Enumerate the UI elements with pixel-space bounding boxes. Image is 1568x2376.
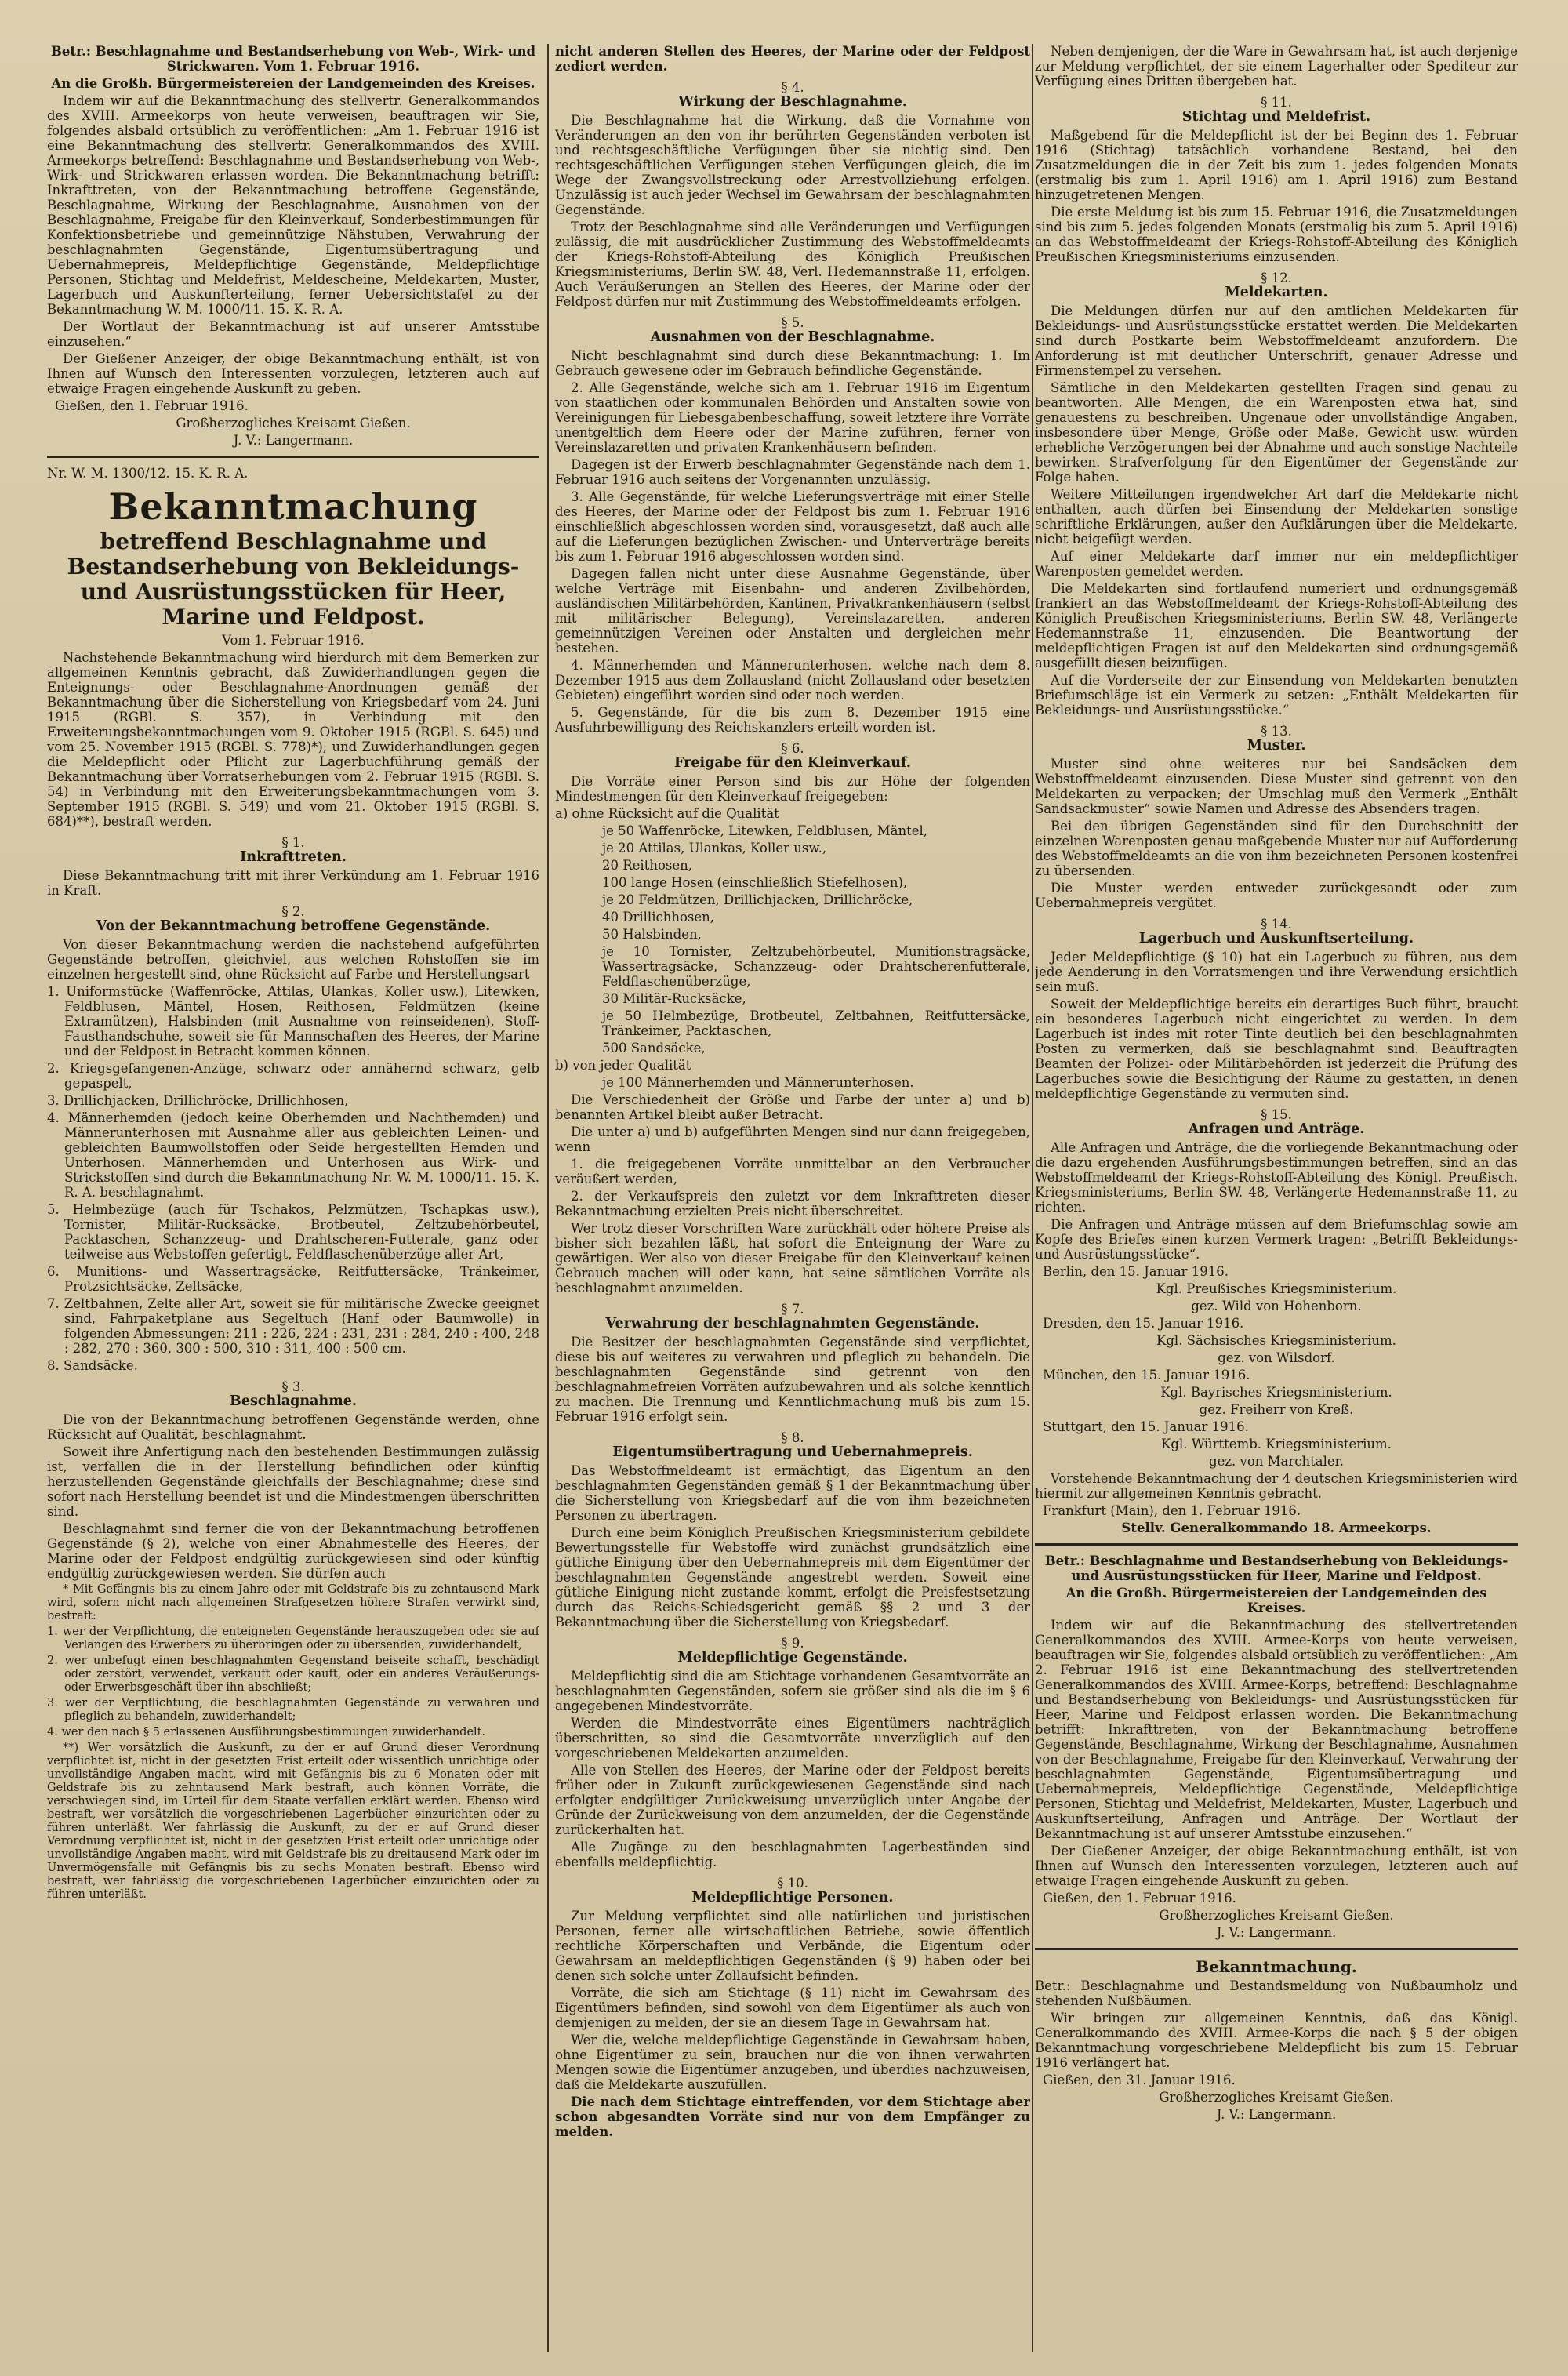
list-item: je 50 Helmbezüge, Brotbeutel, Zeltbahnen, Reitfuttersäcke, Tränkeimer, Packtaschen,	[602, 1008, 1030, 1038]
section-number: § 14.	[1261, 917, 1292, 932]
signature-office: Kgl. Sächsisches Kriegsministerium.	[1156, 1333, 1396, 1348]
section-text: Meldepflichtig sind die am Stichtage vorhandenen Gesamtvorräte an beschlagnahmten Gegenständen, sofern sie größer sind als die im § 6 angegebenen Mindestvorräte.	[555, 1669, 1030, 1713]
section-text: Die Muster werden entweder zurückgesandt oder zum Uebernahmepreis vergütet.	[1035, 881, 1518, 910]
list-item: 30 Militär-Rucksäcke,	[602, 991, 746, 1006]
divider	[1035, 1948, 1518, 1950]
section-text: 1. die freigegebenen Vorräte unmittelbar an den Verbraucher veräußert werden,	[555, 1157, 1030, 1186]
notice-recipient: An die Großh. Bürgermeistereien der Landgemeinden des Kreises.	[1065, 1586, 1487, 1615]
signature-office: Kgl. Württemb. Kriegsministerium.	[1161, 1437, 1392, 1451]
footnote: **) Wer vorsätzlich die Auskunft, zu der er auf Grund dieser Verordnung verpflichtet ist, nicht in der gesetzten Frist erteilt oder wissentlich unrichtige oder unvollständige Angaben macht, wird mit Gefängnis bis zu 6 Monaten oder mit Geldstrafe bis zu zehntausend Mark bestraft, auch können Vorräte, die verschwiegen sind, im Urteil für dem Staate verfallen erklärt werden. Ebenso wird bestraft, wer vorsätzlich die vorgeschriebenen Lagerbücher einzurichten oder zu führen unterläßt. Wer fahrlässig die Auskunft, zu der er auf Grund dieser Verordnung verpflichtet ist, nicht in der gesetzten Frist erteilt oder unrichtige oder unvollständige Angaben macht, wird mit Geldstrafe bis zu dreitausend Mark oder im Unvermögensfalle mit Gefängnis bis zu sechs Monaten bestraft. Ebenso wird bestraft, wer fahrlässig die vorgeschriebenen Lagerbücher einzurichten oder zu führen unterläßt.	[47, 1742, 539, 1901]
list-item: 5. Helmbezüge (auch für Tschakos, Pelzmützen, Tschapkas usw.), Tornister, Militär-Rucksäcke, Brotbeutel, Zeltzubehörbeutel, Packtaschen, Schanzzeug- und Drahtscheren-Futterale, ganz oder teilweise aus Webstoffen gefertigt, Feldflaschenüberzüge aller Art,	[47, 1202, 539, 1262]
section-title: Meldepflichtige Personen.	[691, 1890, 894, 1906]
column-1	[47, 44, 539, 2352]
section-title: Verwahrung der beschlagnahmten Gegenstände.	[605, 1316, 980, 1332]
intro-paragraph: Der Wortlaut der Bekanntmachung ist auf unserer Amtsstube einzusehen.“	[47, 319, 539, 349]
list-item: 4. Männerhemden (jedoch keine Oberhemden und Nachthemden) und Männerunterhosen mit Ausnahme aller aus gebleichten Leinen- und gebleichten Baumwollstoffen oder Seide hergestellten Hemden und Unterhosen. Männerhemden und Unterhosen aus Wirk- und Strickstoffen sind durch die Bekanntmachung Nr. W. M. 1000/11. 15. K. R. A. beschlagnahmt.	[47, 1110, 539, 1200]
section-text: Die erste Meldung ist bis zum 15. Februar 1916, die Zusatzmeldungen sind bis zum 5. jedes folgenden Monats (erstmalig bis zum 5. April 1916) an das Webstoffmeldeamt der Kriegs-Rohstoff-Abteilung des Königlich Preußischen Kriegsministeriums einzusenden.	[1035, 205, 1518, 264]
lead-paragraph: Nachstehende Bekanntmachung wird hierdurch mit dem Bemerken zur allgemeinen Kenntnis gebracht, daß Zuwiderhandlungen gegen die Enteignungs- oder Beschlagnahme-Anordnungen gemäß der Bekanntmachung über die Sicherstellung von Kriegsbedarf vom 24. Juni 1915 (RGBl. S. 357), in Verbindung mit den Erweiterungsbekanntmachungen vom 9. Oktober 1915 (RGBl. S. 645) und vom 25. November 1915 (RGBl. S. 778)*), und Zuwiderhandlungen gegen die Meldepflicht oder Pflicht zur Lagerbuchführung gemäß der Bekanntmachung über Vorratserhebungen vom 2. Februar 1915 (RGBl. S. 54) in Verbindung mit den Erweiterungsbekanntmachungen vom 3. September 1915 (RGBl. S. 549) und vom 21. Oktober 1915 (RGBl. S. 684)**), bestraft werden.	[47, 650, 539, 829]
list-item: 6. Munitions- und Wassertragsäcke, Reitfuttersäcke, Tränkeimer, Protzsichtsäcke, Zeltsäcke,	[47, 1264, 539, 1294]
section-title: Stichtag und Meldefrist.	[1181, 109, 1371, 125]
list-item: je 10 Tornister, Zeltzubehörbeutel, Munitionstragsäcke, Wassertragsäcke, Schanzzeug- oder Drahtscherenfutterale, Feldflaschenüberzüge,	[602, 944, 1030, 989]
intro-recipient: An die Großh. Bürgermeistereien der Landgemeinden des Kreises.	[51, 76, 535, 91]
divider	[47, 456, 539, 458]
section-text: Muster sind ohne weiteres nur bei Sandsäcken dem Webstoffmeldeamt einzusenden. Diese Muster sind getrennt von den Meldekarten zu verpacken; der Umschlag muß den Vermerk „Enthält Sandsackmuster“ sowie Namen und Adresse des Absenders tragen.	[1035, 757, 1518, 816]
notice-date: Gießen, den 1. Februar 1916.	[1043, 1891, 1236, 1906]
section-text: Die Verschiedenheit der Größe und Farbe der unter a) und b) benannten Artikel bleibt außer Betracht.	[555, 1092, 1030, 1122]
notice-paragraph: Der Gießener Anzeiger, der obige Bekanntmachung enthält, ist von Ihnen auf Wunsch den Interessenten vorzulegen, letzteren auch auf etwaige Fragen eingehende Auskunft zu geben.	[1035, 1844, 1518, 1888]
notice-signature: J. V.: Langermann.	[1216, 1925, 1337, 1940]
footnote-item: 3. wer der Verpflichtung, die beschlagnahmten Gegenstände zu verwahren und pfleglich zu behandeln, zuwiderhandelt;	[47, 1697, 539, 1723]
section-number: § 10.	[777, 1876, 808, 1891]
section-text: Alle von Stellen des Heeres, der Marine oder der Feldpost bereits früher oder in Zukunft zurückgewiesenen Gegenstände sind nach erfolgter endgültiger Zurückweisung unverzüglich unter Angabe der Gründe der Zurückweisung von dem anzumelden, der die Gegenstände zurückerhalten hat.	[555, 1763, 1030, 1837]
list-item: je 100 Männerhemden und Männerunterhosen.	[602, 1075, 914, 1090]
section-number: § 1.	[281, 835, 305, 850]
intro-title: Betr.: Beschlagnahme und Bestandserhebung von Web-, Wirk- und Strickwaren. Vom 1. Februar 1916.	[50, 44, 536, 74]
section-text: 2. Alle Gegenstände, welche sich am 1. Februar 1916 im Eigentum von staatlichen oder kommunalen Behörden und Anstalten sowie von Vereinigungen für Liebesgabenbeschaffung, soweit letztere ihre Vorräte unentgeltlich dem Heere oder der Marine zuführen, ferner von Vereinslazaretten und privaten Krankenhäusern befinden.	[555, 380, 1030, 455]
section-number: § 9.	[781, 1636, 804, 1651]
notice-office: Großherzogliches Kreisamt Gießen.	[1159, 2090, 1394, 2105]
list-item: 20 Reithosen,	[602, 858, 693, 873]
section-text: Die Beschlagnahme hat die Wirkung, daß die Vornahme von Veränderungen an den von ihr berührten Gegenständen verboten ist und rechtsgeschäftliche Verfügungen über sie nichtig sind. Den rechtsgeschäftlichen Verfügungen stehen Verfügungen gleich, die im Wege der Zwangsvollstreckung oder Arrestvollziehung erfolgen. Unzulässig ist auch jeder Wechsel im Gewahrsam der beschlagnahmten Gegenstände.	[555, 113, 1030, 217]
signature-name: gez. Wild von Hohenborn.	[1191, 1299, 1362, 1313]
section-text: Auf einer Meldekarte darf immer nur ein meldepflichtiger Warenposten gemeldet werden.	[1035, 549, 1518, 579]
section-text: Alle Zugänge zu den beschlagnahmten Lagerbeständen sind ebenfalls meldepflichtig.	[555, 1840, 1030, 1869]
section-text: Nicht beschlagnahmt sind durch diese Bekanntmachung: 1. Im Gebrauch gewesene oder im Gebrauch befindliche Gegenstände.	[555, 348, 1030, 378]
section-text: Dagegen ist der Erwerb beschlagnahmter Gegenstände nach dem 1. Februar 1916 auch seitens der Vorgenannten unzulässig.	[555, 457, 1030, 487]
notice-paragraph: Indem wir auf die Bekanntmachung des stellvertretenden Generalkommandos des XVIII. Armee-Korps von heute verweisen, beauftragen wir Sie, folgendes alsbald ortsüblich zu veröffentlichen: „Am 2. Februar 1916 ist eine Bekanntmachung des stellvertretenden Generalkommandos des XVIII. Armee-Korps, betreffend: Beschlagnahme und Bestandserhebung von Bekleidungs- und Ausrüstungsstücken für Heer, Marine und Feldpost erlassen worden. Die Bekanntmachung betrifft: Inkrafttreten, von der Bekanntmachung betroffene Gegenstände, Beschlagnahme, Wirkung der Beschlagnahme, Ausnahmen von der Beschlagnahme, Freigabe für den Kleinverkauf, Verwahrung der beschlagnahmten Gegenstände, Eigentumsübertragung und Uebernahmepreis, Meldepflichtige Gegenstände, Meldepflichtige Personen, Stichtag und Meldefrist, Meldekarten, Muster, Lagerbuch und Auskunftserteilung, Anfragen und Anträge. Der Wortlaut der Bekanntmachung ist auf unserer Amtsstube einzusehen.“	[1035, 1618, 1518, 1841]
footnote-item: 2. wer unbefugt einen beschlagnahmten Gegenstand beiseite schafft, beschädigt oder zerstört, verwendet, verkauft oder kauft, oder ein anderes Veräußerungs- oder Erwerbsgeschäft über ihn abschließt;	[47, 1655, 539, 1694]
signature-date: Stuttgart, den 15. Januar 1916.	[1043, 1419, 1249, 1434]
section-title: Inkrafttreten.	[240, 849, 347, 865]
section-number: § 5.	[781, 315, 804, 330]
section-text: Alle Anfragen und Anträge, die die vorliegende Bekanntmachung oder die dazu ergehenden Ausführungsbestimmungen betreffen, sind an das Webstoffmeldeamt der Kriegs-Rohstoff-Abteilung des Königl. Preußisch. Kriegsministeriums, Berlin SW. 48, Verlängerte Hedemannstraße 11, zu richten.	[1035, 1140, 1518, 1215]
list-heading: a) ohne Rücksicht auf die Qualität	[555, 806, 779, 821]
section-title: Lagerbuch und Auskunftserteilung.	[1138, 931, 1414, 946]
divider	[1035, 1543, 1518, 1546]
section-title: Anfragen und Anträge.	[1188, 1121, 1365, 1137]
main-date: Vom 1. Februar 1916.	[222, 633, 365, 648]
signature-name: gez. von Wilsdorf.	[1218, 1350, 1335, 1365]
section-text: Die von der Bekanntmachung betroffenen Gegenstände werden, ohne Rücksicht auf Qualität, beschlagnahmt.	[47, 1412, 539, 1442]
section-text: Das Webstoffmeldeamt ist ermächtigt, das Eigentum an den beschlagnahmten Gegenständen gemäß § 1 der Bekanntmachung über die Sicherstellung von Kriegsbedarf auf die von ihm bezeichneten Personen zu übertragen.	[555, 1463, 1030, 1523]
section-title: Muster.	[1247, 738, 1306, 754]
notice-office: Großherzogliches Kreisamt Gießen.	[1159, 1908, 1394, 1923]
list-item: 100 lange Hosen (einschließlich Stiefelhosen),	[602, 875, 908, 890]
section-text: 5. Gegenstände, für die bis zum 8. Dezember 1915 eine Ausfuhrbewilligung des Reichskanzlers erteilt worden ist.	[555, 705, 1030, 735]
section-text: Durch eine beim Königlich Preußischen Kriegsministerium gebildete Bewertungsstelle für Webstoffe wird zunächst grundsätzlich eine gütliche Einigung über den Uebernahmepreis mit dem Eigentümer der beschlagnahmten Gegenstände angestrebt werden. Soweit eine gütliche Einigung nicht zustande kommt, erfolgt die Preisfestsetzung durch das Reichs-Schiedsgericht gemäß §§ 2 und 3 der Bekanntmachung über die Sicherstellung von Kriegsbedarf.	[555, 1525, 1030, 1629]
section-number: § 7.	[781, 1302, 804, 1317]
section-text: Die unter a) und b) aufgeführten Mengen sind nur dann freigegeben, wenn	[555, 1124, 1030, 1154]
section-number: § 13.	[1261, 724, 1292, 739]
column-3	[1035, 44, 1518, 2352]
section-title: Meldekarten.	[1225, 285, 1328, 300]
section-text: Zur Meldung verpflichtet sind alle natürlichen und juristischen Personen, ferner alle wirtschaftlichen Betriebe, sowie öffentlich rechtliche Körperschaften und Verbände, die Eigentum oder Gewahrsam an meldepflichtigen Gegenständen (§ 9) haben oder bei denen sich solche unter Zollaufsicht befinden.	[555, 1909, 1030, 1983]
section-text: Trotz der Beschlagnahme sind alle Veränderungen und Verfügungen zulässig, die mit ausdrücklicher Zustimmung des Webstoffmeldeamts der Kriegs-Rohstoff-Abteilung des Königlich Preußischen Kriegsministeriums, Berlin SW. 48, Verl. Hedemannstraße 11, erfolgen. Auch Veräußerungen an Stellen des Heeres, der Marine oder der Feldpost dürfen nur mit Zustimmung des Webstoffmeldeamts erfolgen.	[555, 220, 1030, 309]
section-text: Jeder Meldepflichtige (§ 10) hat ein Lagerbuch zu führen, aus dem jede Aenderung in den Vorratsmengen und ihre Verwendung ersichtlich sein muß.	[1035, 950, 1518, 994]
section-text: 3. Alle Gegenstände, für welche Lieferungsverträge mit einer Stelle des Heeres, der Marine oder der Feldpost bis zum 1. Februar 1916 einschließlich abgeschlossen worden sind, vorausgesetzt, daß auch alle auf die Lieferungen bezüglichen Zwischen- und Unterverträge bereits bis zum 1. Februar 1916 abgeschlossen worden sind.	[555, 489, 1030, 564]
section-text: Soweit der Meldepflichtige bereits ein derartiges Buch führt, braucht ein besonderes Lagerbuch nicht eingerichtet zu werden. In dem Lagerbuch ist indes mit roter Tinte deutlich bei den beschlagnahmten Posten zu vermerken, daß sie beschlagnahmt sind. Beauftragten Beamten der Polizei- oder Militärbehörden ist jederzeit die Prüfung des Lagerbuches sowie die Besichtigung der Räume zu gestatten, in denen meldepflichtige Gegenstände zu vermuten sind.	[1035, 997, 1518, 1101]
list-item: 3. Drillichjacken, Drillichröcke, Drillichhosen,	[47, 1093, 349, 1108]
section-text: Die Besitzer der beschlagnahmten Gegenstände sind verpflichtet, diese bis auf weiteres zu verwahren und pfleglich zu behandeln. Die beschlagnahmten Gegenstände sind getrennt von den beschlagnahmefreien Vorräten aufzubewahren und als solche kenntlich zu machen. Die Trennung und Kenntlichmachung muß bis zum 15. Februar 1916 erfolgt sein.	[555, 1335, 1030, 1424]
section-title: Meldepflichtige Gegenstände.	[677, 1650, 908, 1666]
notice-paragraph: Wir bringen zur allgemeinen Kenntnis, daß das Königl. Generalkommando des XVIII. Armee-Korps die nach § 5 der obigen Bekanntmachung vorgeschriebene Meldepflicht bis zum 15. Februar 1916 verlängert hat.	[1035, 2011, 1518, 2070]
signature-date: München, den 15. Januar 1916.	[1043, 1368, 1250, 1382]
list-item: je 50 Waffenröcke, Litewken, Feldblusen, Mäntel,	[602, 823, 928, 838]
section-number: § 15.	[1261, 1107, 1292, 1122]
main-title: Bekanntmachung	[108, 485, 478, 528]
section-text: Soweit ihre Anfertigung nach den bestehenden Bestimmungen zulässig ist, verfallen die in der Herstellung befindlichen oder künftig herzustellenden Gegenstände gleichfalls der Beschlagnahme; diese sind sofort nach Herstellung beendet ist und die Mindestmengen überschritten sind.	[47, 1444, 539, 1519]
quantity-list	[555, 823, 1030, 1055]
list-item: 40 Drillichhosen,	[602, 910, 714, 925]
notice-date: Gießen, den 31. Januar 1916.	[1043, 2073, 1236, 2087]
list-item: 8. Sandsäcke.	[47, 1358, 138, 1373]
closing-text: Vorstehende Bekanntmachung der 4 deutschen Kriegsministerien wird hiermit zur allgemeinen Kenntnis gebracht.	[1035, 1471, 1518, 1501]
list-item: je 20 Attilas, Ulankas, Koller usw.,	[602, 841, 827, 856]
intro-paragraph: Indem wir auf die Bekanntmachung des stellvertr. Generalkommandos des XVIII. Armeekorps von heute verweisen, beauftragen wir Sie, folgendes alsbald ortsüblich zu veröffentlichen: „Am 1. Februar 1916 ist eine Bekanntmachung des stellvertr. Generalkommandos des XVIII. Armeekorps betreffend: Beschlagnahme und Bestandserhebung von Web-, Wirk- und Strickwaren erlassen worden. Die Bekanntmachung betrifft: Inkrafttreten, von der Bekanntmachung betroffene Gegenstände, Beschlagnahme, Wirkung der Beschlagnahme, Ausnahmen von der Beschlagnahme, Freigabe für den Kleinverkauf, Sonderbestimmungen für Konfektionsbetriebe und gemeinnützige Nähstuben, Verwahrung der beschlagnahmten Gegenstände, Eigentumsübertragung und Uebernahmepreis, Meldepflichtige Gegenstände, Meldepflichtige Personen, Stichtag und Meldefrist, Meldescheine, Meldekarten, Muster, Lagerbuch und Auskunfterteilung, ferner Uebersichtstafel zu der Bekanntmachung W. M. 1000/11. 15. K. R. A.	[47, 93, 539, 317]
section-number: § 4.	[781, 80, 804, 95]
list-heading: b) von jeder Qualität	[555, 1058, 691, 1073]
section-text: Diese Bekanntmachung tritt mit ihrer Verkündung am 1. Februar 1916 in Kraft.	[47, 868, 539, 898]
list-item: 2. Kriegsgefangenen-Anzüge, schwarz oder annähernd schwarz, gelb gepaspelt,	[47, 1061, 539, 1091]
column-rule-right	[1032, 44, 1033, 2352]
section-text: Die nach dem Stichtage eintreffenden, vor dem Stichtage aber schon abgesandten Vorräte sind nur von dem Empfänger zu melden.	[555, 2094, 1030, 2139]
section-number: § 11.	[1261, 95, 1292, 110]
section-text: Weitere Mitteilungen irgendwelcher Art darf die Meldekarte nicht enthalten, auch dürfen bei Einsendung der Meldekarten sonstige schriftliche Erklärungen, außer den Aufklärungen über die Meldekarte, nicht beigefügt werden.	[1035, 487, 1518, 547]
notice-heading: Bekanntmachung.	[1196, 1957, 1357, 1976]
section-text: Wer trotz dieser Vorschriften Ware zurückhält oder höhere Preise als bisher sich bezahlen läßt, hat sofort die Enteignung der Ware zu gewärtigen. Wer also von dieser Freigabe für den Kleinverkauf keinen Gebrauch machen will oder kann, hat seine sämtlichen Vorräte als beschlagnahmt anzumelden.	[555, 1221, 1030, 1295]
section-text: Die Vorräte einer Person sind bis zur Höhe der folgenden Mindestmengen für den Kleinverkauf freigegeben:	[555, 774, 1030, 804]
list-item: 1. Uniformstücke (Waffenröcke, Attilas, Ulankas, Koller usw.), Litewken, Feldblusen, Mäntel, Hosen, Reithosen, Feldmützen (keine Extramützen), Halsbinden (mit Ausnahme von reinseidenen), Stoff-Fausthandschuhe, soweit sie für Mannschaften des Heeres, der Marine und der Feldpost in Betracht kommen können.	[47, 984, 539, 1059]
footnote-item: 4. wer den nach § 5 erlassenen Ausführungsbestimmungen zuwiderhandelt.	[47, 1726, 486, 1738]
closing-date: Frankfurt (Main), den 1. Februar 1916.	[1043, 1503, 1301, 1518]
section-text: Maßgebend für die Meldepflicht ist der bei Beginn des 1. Februar 1916 (Stichtag) tatsächlich vorhandene Bestand, bei den Zusatzmeldungen die in der Zeit bis zum 1. jedes folgenden Monats (erstmalig bis zum 1. April 1916) am 1. April 1916) zum Bestand hinzugetretenen Mengen.	[1035, 128, 1518, 202]
footnote-item: 1. wer der Verpflichtung, die enteigneten Gegenstände herauszugeben oder sie auf Verlangen des Erwerbers zu überbringen oder zu übersenden, zuwiderhandelt,	[47, 1626, 539, 1651]
notice-signature: J. V.: Langermann.	[1216, 2107, 1337, 2122]
section-title: Eigentumsübertragung und Uebernahmepreis.	[612, 1444, 973, 1460]
section-text: Dagegen fallen nicht unter diese Ausnahme Gegenstände, über welche Verträge mit Eisenbahn- und anderen Zivilbehörden, ausländischen Militärbehörden, Kantinen, Privatkrankenhäusern (selbst mit militärischer Belegung), Vereinslazaretten, anderen gemeinnützigen Vereinen oder Anstalten und dergleichen mehr bestehen.	[555, 566, 1030, 656]
column-rule-left	[547, 44, 549, 2352]
signature-name: gez. von Marchtaler.	[1209, 1454, 1344, 1469]
footnote: * Mit Gefängnis bis zu einem Jahre oder mit Geldstrafe bis zu zehntausend Mark wird, sofern nicht nach allgemeinen Strafgesetzen höhere Strafen verwirkt sind, bestraft:	[47, 1583, 539, 1622]
section-title: Freigabe für den Kleinverkauf.	[674, 755, 911, 771]
section-text: Sämtliche in den Meldekarten gestellten Fragen sind genau zu beantworten. Alle Mengen, die ein Warenposten etwa hat, sind genauestens zu beschreiben. Ungenaue oder unvollständige Angaben, insbesondere über Menge, Größe oder Maße, Gewicht usw. würden erhebliche Verzögerungen bei der Abnahme und auch sonstige Nachteile bewirken. Strafverfolgung für den Eigentümer der Gegenstände zur Folge haben.	[1035, 380, 1518, 485]
list-item: je 20 Feldmützen, Drillichjacken, Drillichröcke,	[602, 892, 913, 907]
footnotes	[47, 1583, 539, 1902]
signature-date: Dresden, den 15. Januar 1916.	[1043, 1316, 1244, 1331]
intro-signature: J. V.: Langermann.	[233, 433, 354, 448]
section-text: Die Meldungen dürfen nur auf den amtlichen Meldekarten für Bekleidungs- und Ausrüstungsstücke erstattet werden. Die Meldekarten sind durch Postkarte beim Webstoffmeldeamt anzufordern. Die Anforderung ist mit deutlicher Unterschrift, genauer Adresse und Firmenstempel zu versehen.	[1035, 303, 1518, 378]
notice-title: Betr.: Beschlagnahme und Bestandsmeldung von Nußbaumholz und stehenden Nußbäumen.	[1035, 1978, 1518, 2008]
signature-office: Kgl. Bayrisches Kriegsministerium.	[1160, 1385, 1392, 1400]
section-title: Beschlagnahme.	[230, 1393, 357, 1409]
list-item: 50 Halsbinden,	[602, 927, 702, 942]
section-text: Beschlagnahmt sind ferner die von der Bekanntmachung betroffenen Gegenstände (§ 2), welche von einer Abnahmestelle des Heeres, der Marine oder der Feldpost endgültig zurückgewiesen sind oder künftig endgültig zurückgewiesen werden. Sie dürfen auch	[47, 1521, 539, 1581]
intro-paragraph: Der Gießener Anzeiger, der obige Bekanntmachung enthält, ist von Ihnen auf Wunsch den Interessenten vorzulegen, letzteren auch auf etwaige Fragen eingehende Auskunft zu geben.	[47, 351, 539, 396]
section-number: § 12.	[1261, 271, 1292, 285]
column-2	[555, 44, 1030, 2352]
section-title: Von der Bekanntmachung betroffene Gegenstände.	[96, 918, 491, 934]
list-item: 500 Sandsäcke,	[602, 1041, 706, 1055]
section-text: Vorräte, die sich am Stichtage (§ 11) nicht im Gewahrsam des Eigentümers befinden, sind sowohl von dem Eigentümer als auch von demjenigen zu melden, der sie an diesem Tage in Gewahrsam hat.	[555, 1985, 1030, 2030]
section-text: Die Anfragen und Anträge müssen auf dem Briefumschlag sowie am Kopfe des Briefes einen kurzen Vermerk tragen: „Betrifft Bekleidungs- und Ausrüstungsstücke“.	[1035, 1217, 1518, 1262]
main-subtitle: betreffend Beschlagnahme und Bestandserhebung von Bekleidungs- und Ausrüstungsstücken für Heer, Marine und Feldpost.	[67, 529, 520, 630]
section-title: Wirkung der Beschlagnahme.	[678, 94, 907, 110]
section-number: § 6.	[781, 741, 804, 756]
section-number: § 3.	[281, 1379, 305, 1394]
section-text: Auf die Vorderseite der zur Einsendung von Meldekarten benutzten Briefumschläge ist ein Vermerk zu setzen: „Enthält Meldekarten für Bekleidungs- und Ausrüstungsstücke.“	[1035, 673, 1518, 718]
section-text: Wer die, welche meldepflichtige Gegenstände in Gewahrsam haben, ohne Eigentümer zu sein, brauchen nur die von ihnen verwahrten Mengen sowie die Eigentümer anzugeben, und überdies nachzuweisen, daß die Meldekarte auszufüllen.	[555, 2033, 1030, 2092]
section-text: 4. Männerhemden und Männerunterhosen, welche nach dem 8. Dezember 1915 aus dem Zollausland (nicht Zollausland oder besetzten Gebieten) eingeführt worden sind oder noch werden.	[555, 658, 1030, 703]
continued-text: nicht anderen Stellen des Heeres, der Marine oder der Feldpost zediert werden.	[555, 44, 1030, 74]
section-number: § 2.	[281, 904, 305, 919]
list-item: 7. Zeltbahnen, Zelte aller Art, soweit sie für militärische Zwecke geeignet sind, Fahrpaketplane aus Segeltuch (Hanf oder Baumwolle) in folgenden Abmessungen: 211 : 226, 224 : 231, 231 : 284, 240 : 400, 248 : 282, 270 : 360, 300 : 500, 310 : 311, 400 : 500 cm.	[47, 1296, 539, 1356]
signature-office: Kgl. Preußisches Kriegsministerium.	[1156, 1281, 1397, 1296]
notice-title: Betr.: Beschlagnahme und Bestandserhebung von Bekleidungs- und Ausrüstungsstücken für Heer, Marine und Feldpost.	[1044, 1553, 1508, 1583]
signature-date: Berlin, den 15. Januar 1916.	[1043, 1264, 1229, 1279]
closing-signature: Stellv. Generalkommando 18. Armeekorps.	[1121, 1520, 1432, 1535]
section-number: § 8.	[781, 1430, 804, 1445]
section-text: 2. der Verkaufspreis den zuletzt vor dem Inkrafttreten dieser Bekanntmachung erzielten Preis nicht überschreitet.	[555, 1189, 1030, 1219]
section-text: Die Meldekarten sind fortlaufend numeriert und ordnungsgemäß frankiert an das Webstoffmeldeamt der Kriegs-Rohstoff-Abteilung des Königlich Preußischen Kriegsministeriums, Berlin SW. 48, Verlängerte Hedemannstraße 11, einzusenden. Die Beantwortung der meldepflichtigen Fragen ist auf den Meldekarten sind ordnungsgemäß ausgefüllt diesen beizufügen.	[1035, 581, 1518, 670]
continued-text: Neben demjenigen, der die Ware in Gewahrsam hat, ist auch derjenige zur Meldung verpflichtet, der sie einem Lagerhalter oder Spediteur zur Verfügung eines Dritten übergeben hat.	[1035, 44, 1518, 89]
section-text: Werden die Mindestvorräte eines Eigentümers nachträglich überschritten, so sind die Gesamtvorräte unverzüglich auf den vorgeschriebenen Meldekarten anzumelden.	[555, 1716, 1030, 1760]
section-text: Von dieser Bekanntmachung werden die nachstehend aufgeführten Gegenstände betroffen, gleichviel, aus welchen Rohstoffen sie im einzelnen hergestellt sind, ohne Rücksicht auf Farbe und Herstellungsart	[47, 937, 539, 982]
section-text: Bei den übrigen Gegenständen sind für den Durchschnitt der einzelnen Warenposten genau maßgebende Muster nur auf Aufforderung des Webstoffmeldeamts an die von ihm bezeichneten Personen kostenfrei zu übersenden.	[1035, 819, 1518, 878]
intro-office: Großherzogliches Kreisamt Gießen.	[176, 416, 411, 431]
signature-name: gez. Freiherr von Kreß.	[1199, 1402, 1354, 1417]
reference-number: Nr. W. M. 1300/12. 15. K. R. A.	[47, 466, 249, 481]
intro-date: Gießen, den 1. Februar 1916.	[55, 398, 249, 413]
section-title: Ausnahmen von der Beschlagnahme.	[650, 329, 935, 345]
